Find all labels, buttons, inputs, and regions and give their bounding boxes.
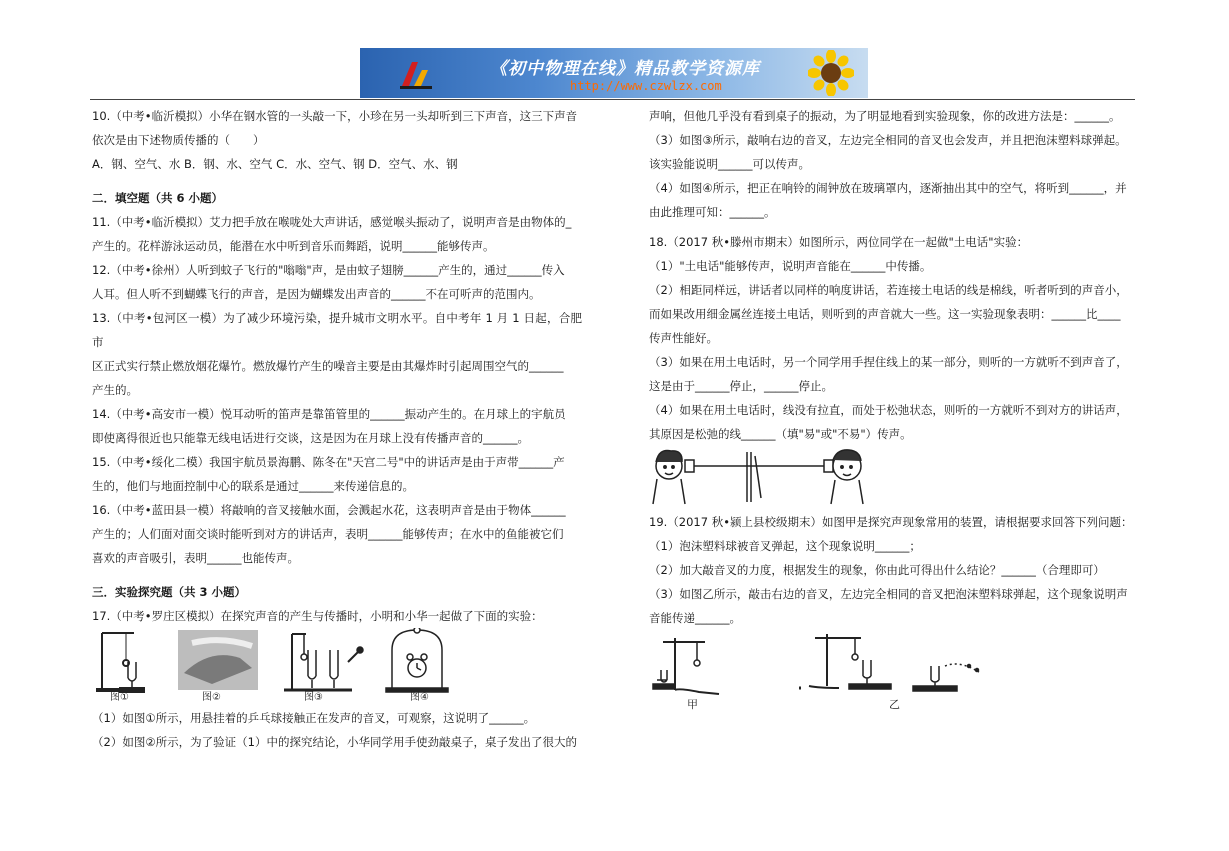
fill-line: 13.（中考•包河区一模）为了减少环境污染，提升城市文明水平。自中考年 1 月 1 日起，合肥市 [92, 311, 582, 349]
string-telephone-figure [649, 446, 869, 506]
fig-label-1: 图① [110, 692, 129, 702]
sunflower-icon [808, 50, 854, 96]
q18-line: （2）相距同样远，讲话者以同样的响度讲话，若连接土电话的线是棉线，听者听到的声音小， [649, 283, 1128, 297]
q17-cont-line: （4）如图④所示，把正在响铃的闹钟放在玻璃罩内，逐渐抽出其中的空气，将听到______，并 [649, 181, 1127, 195]
q17-cont-line: 声响，但他几乎没有看到桌子的振动，为了明显地看到实验现象，你的改进方法是：______。 [649, 109, 1121, 123]
q17-part-2: （2）如图②所示，为了验证（1）中的探究结论，小华同学用手使劲敲桌子，桌子发出了很大的 [92, 735, 577, 749]
fill-line: 15.（中考•绥化二模）我国宇航员景海鹏、陈冬在"天宫二号"中的讲话声是由于声带______产 [92, 455, 565, 469]
q17-figures [92, 628, 582, 702]
fill-line: 即使离得很近也只能靠无线电话进行交谈，这是因为在月球上没有传播声音的______。 [92, 431, 529, 445]
q18-line: （1）"土电话"能够传声，说明声音能在______中传播。 [649, 259, 932, 273]
fig-label-2: 图② [202, 692, 221, 702]
q18-stem: 18.（2017 秋•滕州市期末）如图所示，两位同学在一起做"土电话"实验： [649, 235, 1029, 249]
apparatus-jia [653, 638, 719, 694]
q17-cont-line: （3）如图③所示，敲响右边的音叉，左边完全相同的音叉也会发声，并且把泡沫塑料球弹起。 [649, 133, 1127, 147]
q18-line: 这是由于______停止，______停止。 [649, 379, 833, 393]
q19-line: （2）加大敲音叉的力度，根据发生的现象，你由此可得出什么结论？______（合理即可） [649, 563, 1105, 577]
q10-line-1: 10.（中考•临沂模拟）小华在钢水管的一头敲一下，小珍在另一头却听到三下声音，这三下声音 [92, 109, 578, 123]
q18-line: 而如果改用细金属丝连接土电话，则听到的声音就大一些。这一实验现象表明：______比____ [649, 307, 1121, 321]
q18-line: （3）如果在用土电话时，另一个同学用手捏住线上的某一部分，则听的一方就听不到声音了， [649, 355, 1128, 369]
fill-line: 喜欢的声音吸引，表明______也能传声。 [92, 551, 299, 565]
apparatus-yi [799, 634, 979, 691]
section-heading-experiment: 三．实验探究题（共 3 小题） [92, 585, 247, 599]
q10-options: A．钢、空气、水 B．钢、水、空气 C．水、空气、钢 D．空气、水、钢 [92, 157, 458, 171]
table-photo-2 [178, 630, 258, 690]
q19-line: （3）如图乙所示，敲击右边的音叉，左边完全相同的音叉把泡沫塑料球弹起，这个现象说明声 [649, 587, 1128, 601]
q17-stem: 17.（中考•罗庄区模拟）在探究声音的产生与传播时，小明和小华一起做了下面的实验： [92, 609, 543, 623]
left-column [92, 104, 582, 754]
fill-line: 12.（中考•徐州）人听到蚊子飞行的"嗡嗡"声，是由蚊子翅膀______产生的，通过______传入 [92, 263, 565, 277]
right-column [649, 104, 1137, 710]
logo-icon [396, 56, 436, 90]
banner-title: 《初中物理在线》精品教学资源库 [490, 59, 760, 79]
stand-figure-1 [96, 633, 144, 692]
fill-line: 16.（中考•蓝田县一模）将敲响的音叉接触水面，会溅起水花，这表明声音是由于物体______ [92, 503, 566, 517]
bell-jar-figure-4 [386, 628, 448, 692]
fill-line: 产生的。花样游泳运动员，能潜在水中听到音乐而舞蹈，说明______能够传声。 [92, 239, 495, 253]
fill-line: 产生的；人们面对面交谈时能听到对方的讲话声，表明______能够传声；在水中的鱼能被它们 [92, 527, 564, 541]
fig-label-yi: 乙 [889, 698, 900, 710]
fill-line: 生的，他们与地面控制中心的联系是通过______来传递信息的。 [92, 479, 414, 493]
fill-line: 人耳。但人听不到蝴蝶飞行的声音，是因为蝴蝶发出声音的______不在可听声的范围内。 [92, 287, 541, 301]
section-heading-fill: 二．填空题（共 6 小题） [92, 191, 224, 205]
q18-line: 其原因是松弛的线______（填"易"或"不易"）传声。 [649, 427, 912, 441]
fill-line: 产生的。 [92, 383, 138, 397]
q18-line: 传声性能好。 [649, 331, 718, 345]
fig-label-3: 图③ [304, 692, 323, 702]
q17-cont-line: 由此推理可知：______。 [649, 205, 776, 219]
q18-line: （4）如果在用土电话时，线没有拉直，而处于松弛状态，则听的一方就听不到对方的讲话声， [649, 403, 1128, 417]
header-banner [360, 48, 868, 98]
fill-line: 区正式实行禁止燃放烟花爆竹。燃放爆竹产生的噪音主要是由其爆炸时引起周围空气的______ [92, 359, 564, 373]
header-rule [90, 99, 1135, 100]
q17-part-1: （1）如图①所示，用悬挂着的乒乓球接触正在发声的音叉，可观察，这说明了______。 [92, 711, 536, 725]
tuning-forks-figure-3 [284, 634, 363, 690]
q19-line: 音能传递______。 [649, 611, 741, 625]
fill-line: 14.（中考•高安市一模）悦耳动听的笛声是靠笛管里的______振动产生的。在月球上的宇航员 [92, 407, 566, 421]
q19-line: （1）泡沫塑料球被音叉弹起，这个现象说明______； [649, 539, 921, 553]
fig-label-4: 图④ [410, 692, 429, 702]
q19-stem: 19.（2017 秋•颍上县校级期末）如图甲是探究声现象常用的装置，请根据要求回答下列问题： [649, 515, 1133, 529]
fig-label-jia: 甲 [687, 698, 698, 710]
q17-cont-line: 该实验能说明______可以传声。 [649, 157, 810, 171]
banner-url: http://www.czwlzx.com [570, 79, 722, 93]
q10-line-2: 依次是由下述物质传播的（ ） [92, 133, 265, 147]
q19-figures [649, 630, 1029, 710]
fill-line: 11.（中考•临沂模拟）艾力把手放在喉咙处大声讲话，感觉喉头振动了，说明声音是由物体的_ [92, 215, 572, 229]
